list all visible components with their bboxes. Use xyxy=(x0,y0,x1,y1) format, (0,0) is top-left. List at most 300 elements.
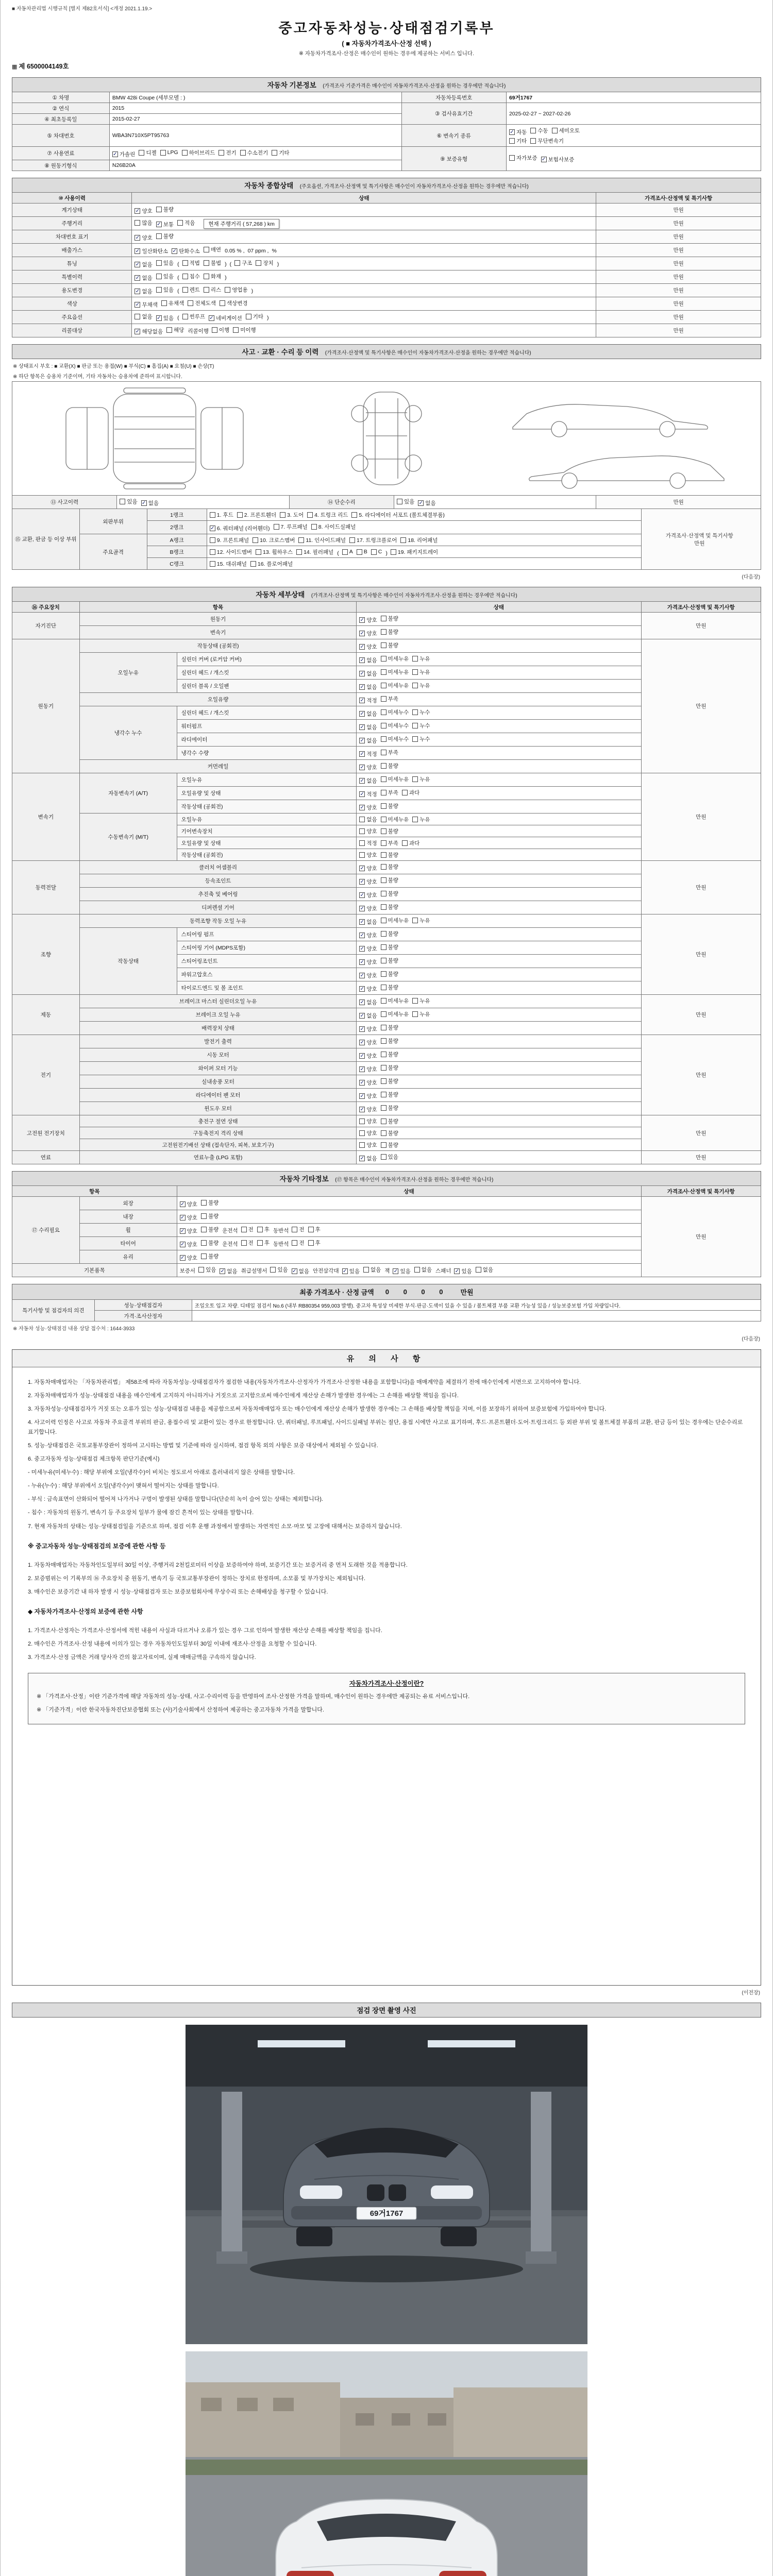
checked-checkbox-icon[interactable]: ✓ xyxy=(135,275,140,281)
unchecked-checkbox-icon[interactable] xyxy=(381,723,386,728)
unchecked-checkbox-icon[interactable] xyxy=(381,971,386,977)
unchecked-checkbox-icon[interactable] xyxy=(212,327,217,333)
unchecked-checkbox-icon[interactable] xyxy=(256,549,261,555)
checkbox-option[interactable] xyxy=(381,1024,398,1031)
checkbox-option[interactable] xyxy=(292,1226,304,1233)
checked-checkbox-icon[interactable]: ✓ xyxy=(209,315,214,321)
unchecked-checkbox-icon[interactable] xyxy=(381,864,386,870)
checked-checkbox-icon[interactable]: ✓ xyxy=(541,157,546,162)
checkbox-option[interactable] xyxy=(381,930,398,938)
checkbox-option[interactable] xyxy=(412,668,430,676)
checkbox-option[interactable] xyxy=(156,221,174,228)
checkbox-option[interactable] xyxy=(530,137,564,145)
checked-checkbox-icon[interactable]: ✓ xyxy=(135,301,140,308)
checkbox-option[interactable] xyxy=(219,149,236,157)
unchecked-checkbox-icon[interactable] xyxy=(381,803,386,809)
unchecked-checkbox-icon[interactable] xyxy=(204,260,209,266)
checkbox-option[interactable] xyxy=(156,286,174,294)
unchecked-checkbox-icon[interactable] xyxy=(349,537,355,543)
checked-checkbox-icon[interactable]: ✓ xyxy=(360,804,365,810)
unchecked-checkbox-icon[interactable] xyxy=(308,1227,314,1232)
unchecked-checkbox-icon[interactable] xyxy=(311,524,317,530)
checkbox-option[interactable] xyxy=(201,1226,219,1233)
checkbox-option[interactable] xyxy=(359,737,377,744)
checkbox-option[interactable] xyxy=(359,1129,377,1137)
unchecked-checkbox-icon[interactable] xyxy=(414,1267,420,1273)
checkbox-option[interactable] xyxy=(359,827,377,835)
checked-checkbox-icon[interactable]: ✓ xyxy=(172,248,177,254)
unchecked-checkbox-icon[interactable] xyxy=(234,260,240,266)
checkbox-option[interactable] xyxy=(210,524,270,532)
checkbox-option[interactable] xyxy=(381,749,398,756)
checkbox-option[interactable] xyxy=(359,697,377,704)
unchecked-checkbox-icon[interactable] xyxy=(400,537,406,543)
checked-checkbox-icon[interactable]: ✓ xyxy=(360,892,365,898)
checkbox-option[interactable] xyxy=(180,1227,197,1235)
checkbox-option[interactable] xyxy=(188,299,216,307)
unchecked-checkbox-icon[interactable] xyxy=(381,944,386,950)
checkbox-option[interactable] xyxy=(359,985,377,993)
unchecked-checkbox-icon[interactable] xyxy=(381,1025,386,1030)
checked-checkbox-icon[interactable]: ✓ xyxy=(360,670,365,676)
unchecked-checkbox-icon[interactable] xyxy=(120,499,125,504)
checkbox-option[interactable] xyxy=(272,149,289,157)
checkbox-option[interactable] xyxy=(381,668,409,676)
checkbox-option[interactable] xyxy=(177,219,195,227)
checkbox-option[interactable] xyxy=(250,560,293,568)
unchecked-checkbox-icon[interactable] xyxy=(280,512,285,518)
checkbox-option[interactable] xyxy=(292,1267,309,1275)
unchecked-checkbox-icon[interactable] xyxy=(292,1227,297,1232)
checkbox-option[interactable] xyxy=(241,1226,254,1233)
checkbox-option[interactable] xyxy=(198,1266,216,1274)
checkbox-option[interactable] xyxy=(257,1226,270,1233)
checkbox-option[interactable] xyxy=(381,695,398,703)
unchecked-checkbox-icon[interactable] xyxy=(253,537,258,543)
unchecked-checkbox-icon[interactable] xyxy=(381,763,386,769)
checkbox-option[interactable] xyxy=(509,128,527,136)
checkbox-option[interactable] xyxy=(359,891,377,899)
unchecked-checkbox-icon[interactable] xyxy=(237,512,243,518)
checkbox-option[interactable] xyxy=(172,247,200,255)
unchecked-checkbox-icon[interactable] xyxy=(201,1227,207,1232)
checked-checkbox-icon[interactable]: ✓ xyxy=(180,1228,185,1234)
unchecked-checkbox-icon[interactable] xyxy=(156,207,162,212)
checkbox-option[interactable] xyxy=(182,286,200,294)
checked-checkbox-icon[interactable]: ✓ xyxy=(135,234,140,241)
checkbox-option[interactable] xyxy=(509,137,527,145)
checkbox-option[interactable] xyxy=(296,548,333,556)
checkbox-option[interactable] xyxy=(241,1239,254,1247)
unchecked-checkbox-icon[interactable] xyxy=(381,790,386,795)
checkbox-option[interactable] xyxy=(381,827,398,835)
unchecked-checkbox-icon[interactable] xyxy=(210,537,215,543)
unchecked-checkbox-icon[interactable] xyxy=(509,155,515,161)
checkbox-option[interactable] xyxy=(381,708,409,716)
checkbox-option[interactable] xyxy=(135,234,152,242)
unchecked-checkbox-icon[interactable] xyxy=(381,1052,386,1057)
checkbox-option[interactable] xyxy=(381,816,409,823)
checkbox-option[interactable] xyxy=(359,777,377,785)
checkbox-option[interactable] xyxy=(120,498,137,505)
unchecked-checkbox-icon[interactable] xyxy=(381,709,386,715)
checkbox-option[interactable] xyxy=(381,851,398,859)
unchecked-checkbox-icon[interactable] xyxy=(270,1267,276,1273)
checked-checkbox-icon[interactable]: ✓ xyxy=(360,751,365,757)
unchecked-checkbox-icon[interactable] xyxy=(381,918,386,923)
checkbox-option[interactable] xyxy=(182,313,205,320)
checkbox-option[interactable] xyxy=(381,903,398,911)
unchecked-checkbox-icon[interactable] xyxy=(412,918,418,923)
checkbox-option[interactable] xyxy=(402,789,419,796)
checked-checkbox-icon[interactable]: ✓ xyxy=(360,919,365,925)
unchecked-checkbox-icon[interactable] xyxy=(156,260,162,266)
checkbox-option[interactable] xyxy=(381,615,398,622)
checkbox-option[interactable] xyxy=(359,723,377,731)
unchecked-checkbox-icon[interactable] xyxy=(201,1240,207,1246)
checkbox-option[interactable] xyxy=(357,549,367,555)
checked-checkbox-icon[interactable]: ✓ xyxy=(418,500,423,506)
checked-checkbox-icon[interactable]: ✓ xyxy=(360,777,365,784)
unchecked-checkbox-icon[interactable] xyxy=(381,958,386,963)
unchecked-checkbox-icon[interactable] xyxy=(201,1200,207,1206)
checkbox-option[interactable] xyxy=(414,1266,432,1274)
checkbox-option[interactable] xyxy=(212,326,229,334)
unchecked-checkbox-icon[interactable] xyxy=(412,683,418,688)
checked-checkbox-icon[interactable]: ✓ xyxy=(180,1241,185,1247)
checkbox-option[interactable] xyxy=(359,1106,377,1113)
unchecked-checkbox-icon[interactable] xyxy=(381,1092,386,1097)
unchecked-checkbox-icon[interactable] xyxy=(381,998,386,1004)
unchecked-checkbox-icon[interactable] xyxy=(381,776,386,782)
checked-checkbox-icon[interactable]: ✓ xyxy=(360,972,365,978)
unchecked-checkbox-icon[interactable] xyxy=(381,750,386,755)
checkbox-option[interactable] xyxy=(359,1155,377,1162)
checked-checkbox-icon[interactable]: ✓ xyxy=(360,724,365,730)
unchecked-checkbox-icon[interactable] xyxy=(308,1240,314,1246)
checkbox-option[interactable] xyxy=(381,839,398,847)
checkbox-option[interactable] xyxy=(156,206,174,213)
checkbox-option[interactable] xyxy=(381,984,398,991)
unchecked-checkbox-icon[interactable] xyxy=(246,314,251,319)
checkbox-option[interactable] xyxy=(182,273,200,280)
unchecked-checkbox-icon[interactable] xyxy=(530,138,536,144)
unchecked-checkbox-icon[interactable] xyxy=(381,1038,386,1044)
checked-checkbox-icon[interactable]: ✓ xyxy=(360,1106,365,1112)
checkbox-option[interactable] xyxy=(359,764,377,771)
unchecked-checkbox-icon[interactable] xyxy=(156,233,162,239)
unchecked-checkbox-icon[interactable] xyxy=(381,1130,386,1136)
unchecked-checkbox-icon[interactable] xyxy=(359,852,365,858)
checkbox-option[interactable] xyxy=(359,750,377,758)
checked-checkbox-icon[interactable]: ✓ xyxy=(455,1268,460,1274)
checked-checkbox-icon[interactable]: ✓ xyxy=(360,959,365,965)
checkbox-option[interactable] xyxy=(381,628,398,636)
checkbox-option[interactable] xyxy=(359,816,377,823)
checkbox-option[interactable] xyxy=(412,816,430,823)
unchecked-checkbox-icon[interactable] xyxy=(381,696,386,702)
checkbox-option[interactable] xyxy=(418,499,435,507)
unchecked-checkbox-icon[interactable] xyxy=(381,736,386,742)
checkbox-option[interactable] xyxy=(135,219,152,227)
checkbox-option[interactable] xyxy=(210,548,252,556)
unchecked-checkbox-icon[interactable] xyxy=(381,669,386,675)
unchecked-checkbox-icon[interactable] xyxy=(241,1240,247,1246)
unchecked-checkbox-icon[interactable] xyxy=(210,561,215,567)
checkbox-option[interactable] xyxy=(156,232,174,240)
checkbox-option[interactable] xyxy=(182,259,200,267)
checkbox-option[interactable] xyxy=(381,762,398,770)
checkbox-option[interactable] xyxy=(381,735,409,743)
checkbox-option[interactable] xyxy=(381,802,398,810)
checkbox-option[interactable] xyxy=(307,511,348,519)
checkbox-option[interactable] xyxy=(210,536,249,544)
checked-checkbox-icon[interactable]: ✓ xyxy=(142,500,146,506)
checkbox-option[interactable] xyxy=(381,997,409,1005)
checkbox-option[interactable] xyxy=(381,1037,398,1045)
checked-checkbox-icon[interactable]: ✓ xyxy=(360,791,365,797)
checkbox-option[interactable] xyxy=(308,1239,321,1247)
unchecked-checkbox-icon[interactable] xyxy=(257,1227,263,1232)
checked-checkbox-icon[interactable]: ✓ xyxy=(360,697,365,703)
checkbox-option[interactable] xyxy=(363,1266,381,1274)
checked-checkbox-icon[interactable]: ✓ xyxy=(360,865,365,871)
unchecked-checkbox-icon[interactable] xyxy=(161,300,167,306)
checkbox-option[interactable] xyxy=(234,259,252,267)
checked-checkbox-icon[interactable]: ✓ xyxy=(360,643,365,650)
unchecked-checkbox-icon[interactable] xyxy=(201,1253,207,1259)
checkbox-option[interactable] xyxy=(135,287,152,295)
checkbox-option[interactable] xyxy=(220,299,248,307)
checkbox-option[interactable] xyxy=(359,616,377,624)
checked-checkbox-icon[interactable]: ✓ xyxy=(135,248,140,254)
unchecked-checkbox-icon[interactable] xyxy=(274,524,279,530)
checkbox-option[interactable] xyxy=(256,259,273,267)
unchecked-checkbox-icon[interactable] xyxy=(198,1267,204,1273)
unchecked-checkbox-icon[interactable] xyxy=(381,828,386,834)
unchecked-checkbox-icon[interactable] xyxy=(182,260,188,266)
unchecked-checkbox-icon[interactable] xyxy=(381,817,386,822)
checkbox-option[interactable] xyxy=(359,683,377,691)
unchecked-checkbox-icon[interactable] xyxy=(476,1267,481,1273)
checked-checkbox-icon[interactable]: ✓ xyxy=(360,999,365,1005)
checkbox-option[interactable] xyxy=(311,523,356,531)
checkbox-option[interactable] xyxy=(359,630,377,637)
unchecked-checkbox-icon[interactable] xyxy=(160,150,166,156)
checked-checkbox-icon[interactable]: ✓ xyxy=(360,657,365,663)
unchecked-checkbox-icon[interactable] xyxy=(139,150,144,156)
unchecked-checkbox-icon[interactable] xyxy=(156,287,162,293)
unchecked-checkbox-icon[interactable] xyxy=(359,1130,365,1136)
checkbox-option[interactable] xyxy=(342,1267,360,1275)
unchecked-checkbox-icon[interactable] xyxy=(397,499,402,504)
checked-checkbox-icon[interactable]: ✓ xyxy=(210,525,215,531)
unchecked-checkbox-icon[interactable] xyxy=(135,220,140,226)
unchecked-checkbox-icon[interactable] xyxy=(298,537,304,543)
checkbox-option[interactable] xyxy=(201,1239,219,1247)
unchecked-checkbox-icon[interactable] xyxy=(381,1065,386,1071)
checked-checkbox-icon[interactable]: ✓ xyxy=(360,905,365,911)
unchecked-checkbox-icon[interactable] xyxy=(552,128,558,133)
unchecked-checkbox-icon[interactable] xyxy=(530,128,536,133)
checked-checkbox-icon[interactable]: ✓ xyxy=(220,1268,225,1274)
checkbox-option[interactable] xyxy=(359,972,377,979)
unchecked-checkbox-icon[interactable] xyxy=(272,150,277,156)
checkbox-option[interactable] xyxy=(412,917,430,924)
unchecked-checkbox-icon[interactable] xyxy=(307,512,313,518)
checkbox-option[interactable] xyxy=(308,1226,321,1233)
unchecked-checkbox-icon[interactable] xyxy=(220,300,225,306)
checkbox-option[interactable] xyxy=(400,536,438,544)
checkbox-option[interactable] xyxy=(359,865,377,872)
checkbox-option[interactable] xyxy=(371,549,382,555)
checkbox-option[interactable] xyxy=(359,1025,377,1033)
checkbox-option[interactable] xyxy=(412,775,430,783)
checkbox-option[interactable] xyxy=(381,1050,398,1058)
checkbox-option[interactable] xyxy=(209,314,242,322)
unchecked-checkbox-icon[interactable] xyxy=(412,776,418,782)
checkbox-option[interactable] xyxy=(393,1267,410,1275)
checkbox-option[interactable] xyxy=(381,1129,398,1137)
unchecked-checkbox-icon[interactable] xyxy=(381,1118,386,1124)
unchecked-checkbox-icon[interactable] xyxy=(381,1105,386,1111)
checkbox-option[interactable] xyxy=(397,498,414,505)
checked-checkbox-icon[interactable]: ✓ xyxy=(360,1026,365,1032)
checkbox-option[interactable] xyxy=(359,643,377,651)
checkbox-option[interactable] xyxy=(161,299,184,307)
unchecked-checkbox-icon[interactable] xyxy=(412,656,418,662)
unchecked-checkbox-icon[interactable] xyxy=(391,549,396,555)
checkbox-option[interactable] xyxy=(257,1239,270,1247)
checked-checkbox-icon[interactable]: ✓ xyxy=(360,1039,365,1045)
checkbox-option[interactable] xyxy=(210,511,233,519)
checkbox-option[interactable] xyxy=(381,789,398,796)
checkbox-option[interactable] xyxy=(359,1065,377,1073)
unchecked-checkbox-icon[interactable] xyxy=(402,790,408,795)
unchecked-checkbox-icon[interactable] xyxy=(204,247,209,252)
checkbox-option[interactable] xyxy=(359,710,377,718)
checkbox-option[interactable] xyxy=(381,970,398,978)
checkbox-option[interactable] xyxy=(412,735,430,743)
checkbox-option[interactable] xyxy=(359,851,377,859)
checkbox-option[interactable] xyxy=(359,905,377,912)
unchecked-checkbox-icon[interactable] xyxy=(204,287,209,293)
unchecked-checkbox-icon[interactable] xyxy=(509,138,515,144)
checkbox-option[interactable] xyxy=(359,931,377,939)
checkbox-option[interactable] xyxy=(135,328,163,335)
checkbox-option[interactable] xyxy=(381,1077,398,1085)
checkbox-option[interactable] xyxy=(381,1117,398,1125)
checkbox-option[interactable] xyxy=(552,127,580,134)
checked-checkbox-icon[interactable]: ✓ xyxy=(360,737,365,743)
checkbox-option[interactable] xyxy=(135,207,152,215)
checked-checkbox-icon[interactable]: ✓ xyxy=(180,1201,185,1207)
checkbox-option[interactable] xyxy=(156,259,174,267)
unchecked-checkbox-icon[interactable] xyxy=(204,274,209,279)
checkbox-option[interactable] xyxy=(135,301,157,309)
checkbox-option[interactable] xyxy=(135,313,152,320)
checkbox-option[interactable] xyxy=(135,247,168,255)
checked-checkbox-icon[interactable]: ✓ xyxy=(360,1012,365,1019)
checkbox-option[interactable] xyxy=(381,863,398,871)
checkbox-option[interactable] xyxy=(412,682,430,689)
unchecked-checkbox-icon[interactable] xyxy=(412,736,418,742)
checkbox-option[interactable] xyxy=(298,536,346,544)
checkbox-option[interactable] xyxy=(381,890,398,897)
checked-checkbox-icon[interactable]: ✓ xyxy=(360,1155,365,1161)
unchecked-checkbox-icon[interactable] xyxy=(359,1142,365,1148)
checkbox-option[interactable] xyxy=(359,918,377,926)
unchecked-checkbox-icon[interactable] xyxy=(381,1154,386,1160)
checkbox-option[interactable] xyxy=(135,261,152,268)
checkbox-option[interactable] xyxy=(180,1214,197,1222)
checked-checkbox-icon[interactable]: ✓ xyxy=(135,208,140,214)
unchecked-checkbox-icon[interactable] xyxy=(363,1267,369,1273)
unchecked-checkbox-icon[interactable] xyxy=(412,669,418,675)
checkbox-option[interactable] xyxy=(237,511,276,519)
checkbox-option[interactable] xyxy=(412,722,430,730)
checkbox-option[interactable] xyxy=(201,1199,219,1207)
unchecked-checkbox-icon[interactable] xyxy=(296,549,302,555)
checkbox-option[interactable] xyxy=(256,548,293,556)
unchecked-checkbox-icon[interactable] xyxy=(381,1011,386,1017)
unchecked-checkbox-icon[interactable] xyxy=(240,150,246,156)
checkbox-option[interactable] xyxy=(359,958,377,966)
checkbox-option[interactable] xyxy=(180,1200,197,1208)
checkbox-option[interactable] xyxy=(359,1092,377,1100)
unchecked-checkbox-icon[interactable] xyxy=(241,1227,247,1232)
checked-checkbox-icon[interactable]: ✓ xyxy=(360,710,365,717)
unchecked-checkbox-icon[interactable] xyxy=(188,300,193,306)
unchecked-checkbox-icon[interactable] xyxy=(219,150,224,156)
unchecked-checkbox-icon[interactable] xyxy=(166,327,172,333)
checkbox-option[interactable] xyxy=(166,326,184,334)
checked-checkbox-icon[interactable]: ✓ xyxy=(393,1268,398,1274)
checked-checkbox-icon[interactable]: ✓ xyxy=(360,1066,365,1072)
checked-checkbox-icon[interactable]: ✓ xyxy=(360,986,365,992)
checkbox-option[interactable] xyxy=(351,511,445,519)
unchecked-checkbox-icon[interactable] xyxy=(381,642,386,648)
unchecked-checkbox-icon[interactable] xyxy=(351,512,357,518)
unchecked-checkbox-icon[interactable] xyxy=(412,1011,418,1017)
checked-checkbox-icon[interactable]: ✓ xyxy=(157,315,161,321)
unchecked-checkbox-icon[interactable] xyxy=(201,1213,207,1219)
checkbox-option[interactable] xyxy=(359,839,377,847)
checkbox-option[interactable] xyxy=(135,274,152,282)
checked-checkbox-icon[interactable]: ✓ xyxy=(292,1268,297,1274)
checkbox-option[interactable] xyxy=(381,641,398,649)
checkbox-option[interactable] xyxy=(359,670,377,677)
checkbox-option[interactable] xyxy=(381,775,409,783)
checked-checkbox-icon[interactable]: ✓ xyxy=(360,878,365,885)
checkbox-option[interactable] xyxy=(112,150,135,158)
checkbox-option[interactable] xyxy=(139,149,156,157)
checkbox-option[interactable] xyxy=(381,682,409,689)
unchecked-checkbox-icon[interactable] xyxy=(371,549,377,555)
unchecked-checkbox-icon[interactable] xyxy=(381,1142,386,1148)
checkbox-option[interactable] xyxy=(359,656,377,664)
unchecked-checkbox-icon[interactable] xyxy=(412,817,418,822)
checkbox-option[interactable] xyxy=(225,286,247,294)
unchecked-checkbox-icon[interactable] xyxy=(381,931,386,937)
checkbox-option[interactable] xyxy=(381,876,398,884)
unchecked-checkbox-icon[interactable] xyxy=(359,1118,365,1124)
checked-checkbox-icon[interactable]: ✓ xyxy=(180,1214,185,1221)
checkbox-option[interactable] xyxy=(381,1153,398,1161)
checkbox-option[interactable] xyxy=(381,1091,398,1098)
unchecked-checkbox-icon[interactable] xyxy=(381,629,386,635)
checkbox-option[interactable] xyxy=(381,1104,398,1112)
